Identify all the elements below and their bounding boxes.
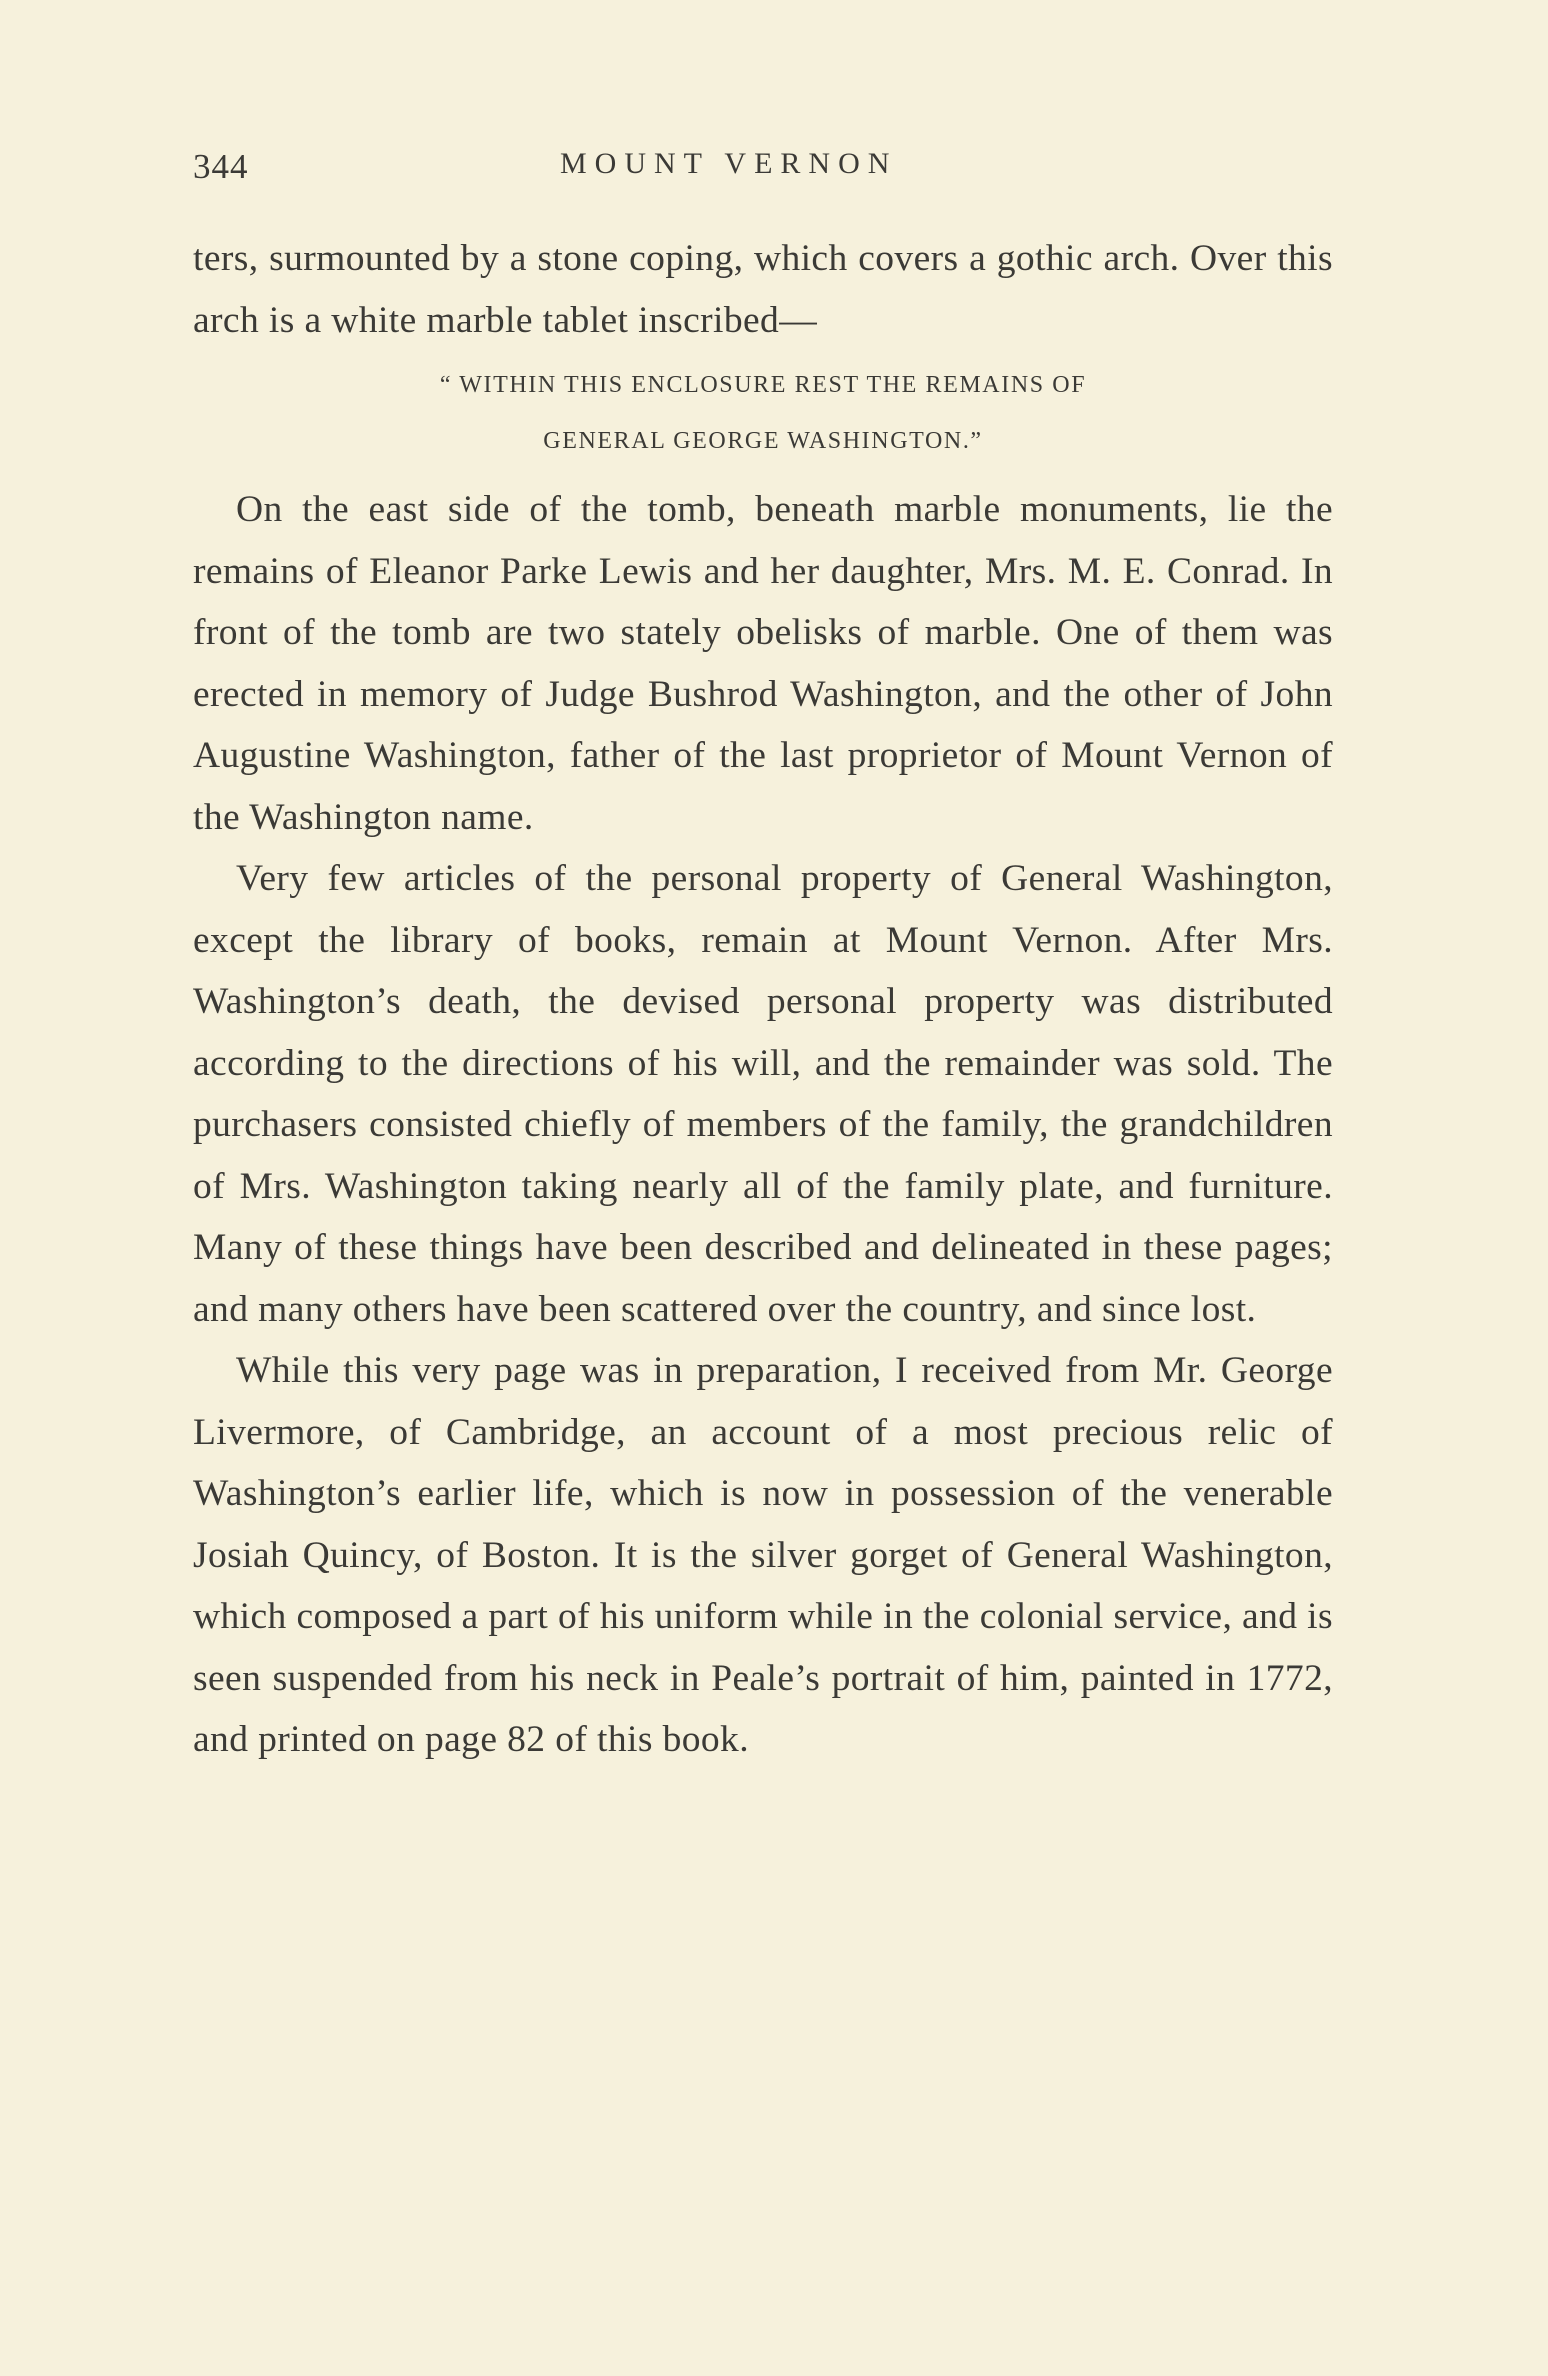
paragraph: Very few articles of the personal property of General Washington, except the library of books, remain at Mount Vernon. After Mrs. Washington’s death, the devised personal property was distributed according to the directions of his will, and the remainder was sold. The purchasers consisted chiefly of members of the family, the grandchildren of Mrs. Washington taking nearly all of the family plate, and furniture. Many of these things have been described and delineated in these pages; and many others have been scattered over the country, and since lost. — [193, 858, 1333, 1330]
body-text — [193, 228, 1333, 1771]
paragraph: On the east side of the tomb, beneath marble monuments, lie the remains of Eleanor Parke Lewis and her daughter, Mrs. M. E. Conrad. In front of the tomb are two stately obelisks of marble. One of them was erected in memory of Judge Bushrod Washington, and the other of John Augustine Washington, father of the last proprietor of Mount Vernon of the Washington name. — [193, 489, 1333, 838]
running-head — [0, 147, 1548, 187]
opening-paragraph: ters, surmounted by a stone coping, which covers a gothic arch. Over this arch is a white marble tablet inscribed— — [193, 238, 1333, 341]
tablet-inscription — [193, 357, 1333, 469]
page-number: 344 — [193, 147, 249, 186]
running-title: MOUNT VERNON — [560, 147, 898, 180]
inscription-line: GENERAL GEORGE WASHINGTON.” — [543, 428, 983, 454]
inscription-line: “ WITHIN THIS ENCLOSURE REST THE REMAINS OF — [439, 372, 1087, 398]
paragraph: While this very page was in preparation, I received from Mr. George Livermore, of Cambridge, an account of a most precious relic of Washington’s earlier life, which is now in possession of the venerable Josiah Quincy, of Boston. It is the silver gorget of General Washington, which composed a part of his uniform while in the colonial service, and is seen suspended from his neck in Peale’s portrait of him, painted in 1772, and printed on page 82 of this book. — [193, 1350, 1333, 1760]
